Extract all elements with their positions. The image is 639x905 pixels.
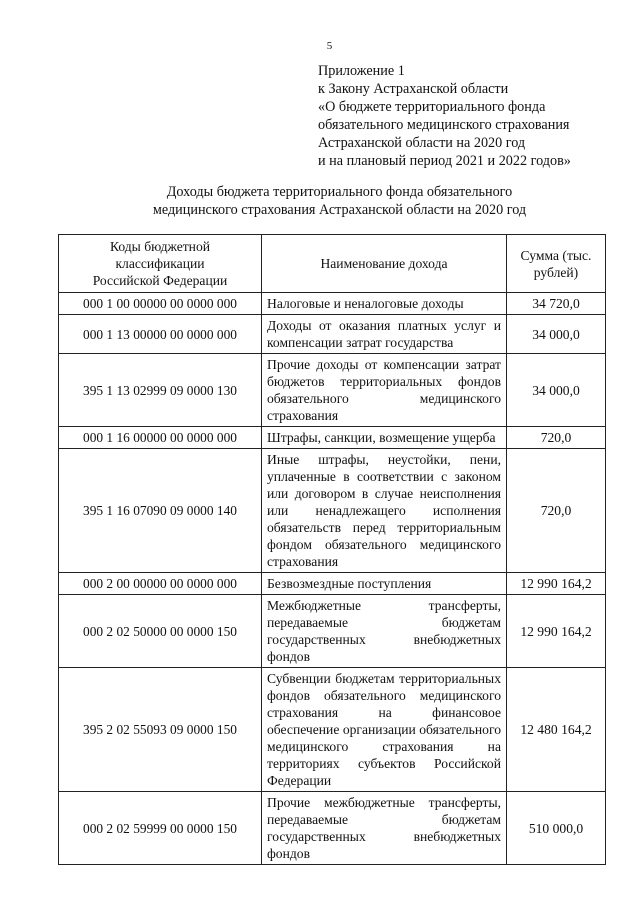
header-amount: Сумма (тыс. рублей) <box>507 235 606 293</box>
document-title-line: медицинского страхования Астраханской области на 2020 год <box>152 202 527 218</box>
header-code: Коды бюджетной классификации Российской Федерации <box>59 235 262 293</box>
table-row <box>59 427 606 449</box>
row-name: Прочие межбюджетные трансферты, передаваемые бюджетам государственных внебюджетных фондов <box>262 792 507 865</box>
row-code: 000 1 00 00000 00 0000 000 <box>59 293 262 315</box>
table-row <box>59 573 606 595</box>
row-name: Субвенции бюджетам территориальных фондов обязательного медицинского страхования на финансовое обеспечение организации обязательного медицинского страхования на территориях субъектов Российской Федерации <box>262 668 507 792</box>
row-code: 000 2 00 00000 00 0000 000 <box>59 573 262 595</box>
row-code: 395 2 02 55093 09 0000 150 <box>59 668 262 792</box>
appendix-line: «О бюджете территориального фонда <box>318 99 546 115</box>
appendix-line: и на плановый период 2021 и 2022 годов» <box>318 153 571 169</box>
row-code: 000 1 16 00000 00 0000 000 <box>59 427 262 449</box>
row-code: 000 1 13 00000 00 0000 000 <box>59 315 262 354</box>
row-code: 000 2 02 50000 00 0000 150 <box>59 595 262 668</box>
row-name: Штрафы, санкции, возмещение ущерба <box>262 427 507 449</box>
table-row <box>59 668 606 792</box>
row-code: 395 1 13 02999 09 0000 130 <box>59 354 262 427</box>
table-row <box>59 293 606 315</box>
document-title <box>20 183 639 219</box>
row-amount: 34 000,0 <box>507 354 606 427</box>
table-row <box>59 792 606 865</box>
appendix-line: к Закону Астраханской области <box>318 81 509 97</box>
row-name: Прочие доходы от компенсации затрат бюджетов территориальных фондов обязательного медицинского страхования <box>262 354 507 427</box>
row-amount: 34 720,0 <box>507 293 606 315</box>
table-row <box>59 354 606 427</box>
revenue-table <box>58 234 606 865</box>
row-amount: 510 000,0 <box>507 792 606 865</box>
table-row <box>59 315 606 354</box>
row-name: Иные штрафы, неустойки, пени, уплаченные в соответствии с законом или договором в случае неисполнения или ненадлежащего исполнения обязательств перед территориальным фондом обязательного медицинского страхования <box>262 449 507 573</box>
row-amount: 12 480 164,2 <box>507 668 606 792</box>
row-amount: 720,0 <box>507 449 606 573</box>
table-row <box>59 595 606 668</box>
row-amount: 720,0 <box>507 427 606 449</box>
table-row <box>59 449 606 573</box>
row-name: Доходы от оказания платных услуг и компенсации затрат государства <box>262 315 507 354</box>
document-title-line: Доходы бюджета территориального фонда обязательного <box>166 184 513 200</box>
row-amount: 34 000,0 <box>507 315 606 354</box>
page-number: 5 <box>326 40 333 52</box>
row-code: 000 2 02 59999 00 0000 150 <box>59 792 262 865</box>
row-name: Налоговые и неналоговые доходы <box>262 293 507 315</box>
appendix-line: Астраханской области на 2020 год <box>318 135 526 151</box>
row-amount: 12 990 164,2 <box>507 595 606 668</box>
appendix-header <box>318 62 571 170</box>
row-code: 395 1 16 07090 09 0000 140 <box>59 449 262 573</box>
appendix-line: Приложение 1 <box>318 63 405 79</box>
appendix-line: обязательного медицинского страхования <box>318 117 570 133</box>
row-name: Межбюджетные трансферты, передаваемые бюджетам государственных внебюджетных фондов <box>262 595 507 668</box>
table-header-row <box>59 235 606 293</box>
row-amount: 12 990 164,2 <box>507 573 606 595</box>
row-name: Безвозмездные поступления <box>262 573 507 595</box>
header-name: Наименование дохода <box>262 235 507 293</box>
